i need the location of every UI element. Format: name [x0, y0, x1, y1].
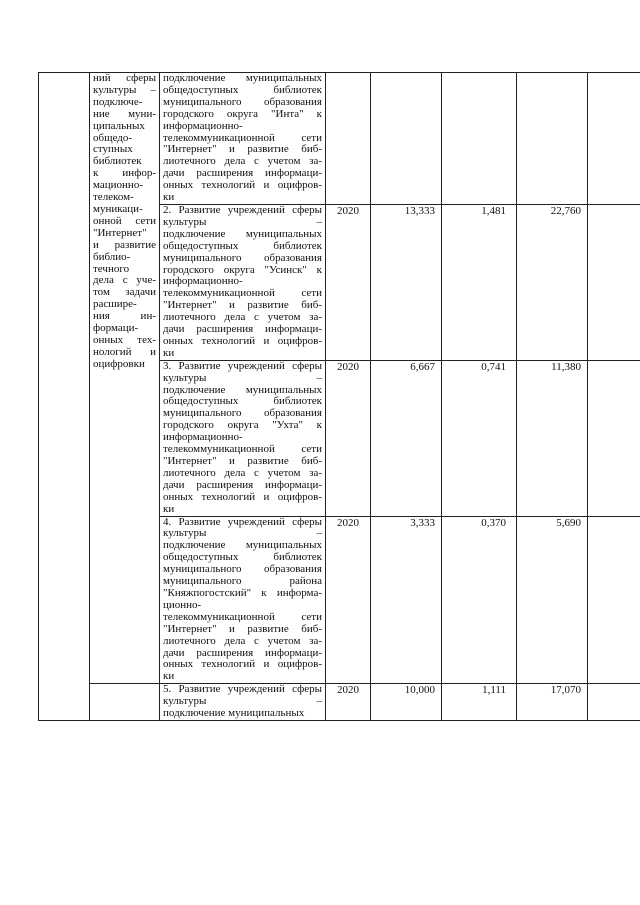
text-line: ступных — [93, 143, 133, 156]
text-line: дачи расширения информаци- — [163, 323, 322, 336]
text-line: лиотечного дела с учетом за- — [163, 311, 322, 324]
empty-cell — [90, 684, 160, 721]
text-line: 5. Развитие учреждений сферы — [163, 683, 322, 696]
text-line: "Интернет" и развитие биб- — [163, 622, 322, 635]
text-line: "Княжпогостский" к информа- — [163, 586, 322, 599]
value-cell: 0,370 — [442, 516, 517, 684]
value-cell — [371, 73, 442, 205]
empty-cell — [588, 204, 640, 360]
text-line: "Интернет" и развитие биб- — [163, 455, 322, 467]
year-cell: 2020 — [326, 360, 371, 516]
text-line: ки — [163, 502, 175, 515]
text-line: культуры – — [163, 527, 322, 540]
text-line: онных технологий и оцифров- — [163, 658, 322, 671]
text-line: информационно- — [163, 119, 243, 132]
text-line: онной сети — [93, 214, 156, 227]
text-line: онных технологий и оцифров- — [163, 179, 322, 192]
text-line: "Интернет" и развитие биб- — [163, 299, 322, 312]
text-line: нологий и — [93, 345, 156, 358]
text-line: телеком- — [93, 191, 134, 204]
text-line: общедоступных библиотек — [163, 239, 322, 252]
text-line: 2. Развитие учреждений сферы — [163, 203, 322, 216]
value-cell: 22,760 — [517, 204, 588, 360]
text-line: телекоммуникационной сети — [163, 443, 322, 456]
text-line: том задачи — [93, 286, 156, 299]
text-line: 4. Развитие учреждений сферы — [163, 515, 322, 528]
text-line: муниципального района — [163, 575, 322, 588]
value-cell: 0,741 — [442, 360, 517, 516]
text-line: ние муни- — [93, 107, 156, 120]
text-line: ний сферы — [93, 72, 156, 84]
text-line: муниципального образования — [163, 251, 322, 264]
text-line: культуры – — [163, 215, 322, 228]
text-line: муниципального образования — [163, 407, 322, 420]
text-line: ки — [163, 191, 175, 204]
text-line: ципальных — [93, 119, 145, 132]
description-cell — [160, 684, 326, 721]
year-cell: 2020 — [326, 204, 371, 360]
value-cell: 1,111 — [442, 684, 517, 721]
value-cell: 6,667 — [371, 360, 442, 516]
text-line: оцифровки — [93, 357, 145, 370]
text-line: дачи расширения информаци- — [163, 167, 322, 180]
text-line: расшире- — [93, 298, 137, 311]
value-cell: 11,380 — [517, 360, 588, 516]
text-line: подключение муниципальных — [163, 227, 322, 240]
year-cell: 2020 — [326, 516, 371, 684]
text-line: онных тех- — [93, 333, 156, 346]
text-line: ционно- — [163, 598, 202, 611]
text-line: дачи расширения информаци- — [163, 478, 322, 491]
table-row — [39, 73, 640, 205]
text-line: онных технологий и оцифров- — [163, 334, 322, 347]
description-cell — [160, 73, 326, 205]
text-line: онных технологий и оцифров- — [163, 490, 322, 503]
text-line: общедоступных библиотек — [163, 551, 322, 564]
year-cell: 2020 — [326, 684, 371, 721]
text-line: городского округа "Ухта" к — [163, 419, 322, 432]
value-cell: 10,000 — [371, 684, 442, 721]
text-line: телекоммуникационной сети — [163, 131, 322, 144]
text-line: течного — [93, 262, 130, 275]
text-line: подключе- — [93, 95, 143, 108]
year-cell — [326, 73, 371, 205]
text-line: подключение муниципальных — [163, 383, 322, 396]
text-line: "Интернет" — [93, 226, 147, 239]
text-line: муникаци- — [93, 202, 143, 215]
text-line: муниципального образования — [163, 95, 322, 108]
value-cell: 1,481 — [442, 204, 517, 360]
value-cell: 5,690 — [517, 516, 588, 684]
text-line: культуры – — [93, 83, 156, 96]
text-line: телекоммуникационной сети — [163, 287, 322, 300]
text-line: ки — [163, 670, 175, 683]
text-line: формаци- — [93, 322, 139, 335]
description-cell — [160, 204, 326, 360]
value-cell: 3,333 — [371, 516, 442, 684]
text-line: городского округа "Инта" к — [163, 107, 322, 120]
empty-cell — [588, 684, 640, 721]
text-line: ния ин- — [93, 310, 156, 323]
table-row — [39, 684, 640, 721]
text-line: телекоммуникационной сети — [163, 610, 322, 623]
empty-cell — [588, 360, 640, 516]
text-line: культуры – — [163, 371, 322, 384]
empty-cell — [588, 73, 640, 205]
text-line: общедоступных библиотек — [163, 395, 322, 408]
text-line: муниципального образования — [163, 563, 322, 576]
text-line: общедоступных библиотек — [163, 83, 322, 96]
text-line: лиотечного дела с учетом за- — [163, 634, 322, 647]
text-line: мационно- — [93, 179, 143, 192]
value-cell: 17,070 — [517, 684, 588, 721]
text-line: подключение муниципальных — [163, 539, 322, 552]
description-cell — [160, 360, 326, 516]
program-table — [38, 72, 640, 721]
text-line: общедо- — [93, 131, 133, 144]
text-line: информационно- — [163, 431, 243, 444]
text-line: культуры – — [163, 695, 322, 708]
event-name-cell — [90, 73, 160, 684]
text-line: 3. Развитие учреждений сферы — [163, 359, 322, 372]
text-line: ки — [163, 346, 175, 359]
empty-cell — [39, 73, 90, 721]
description-cell — [160, 516, 326, 684]
text-line: лиотечного дела с учетом за- — [163, 466, 322, 479]
text-line: дачи расширения информаци- — [163, 646, 322, 659]
text-line: и развитие — [93, 238, 156, 251]
text-line: информационно- — [163, 275, 243, 288]
text-line: подключение муниципальных — [163, 72, 322, 84]
text-line: библиотек — [93, 155, 142, 168]
text-line: к инфор- — [93, 167, 156, 180]
value-cell: 13,333 — [371, 204, 442, 360]
text-line: лиотечного дела с учетом за- — [163, 155, 322, 168]
text-line: "Интернет" и развитие биб- — [163, 143, 322, 156]
text-line: библио- — [93, 250, 131, 263]
text-line: дела с уче- — [93, 274, 156, 287]
empty-cell — [588, 516, 640, 684]
text-line: подключение муниципальных — [163, 707, 305, 720]
value-cell — [442, 73, 517, 205]
value-cell — [517, 73, 588, 205]
text-line: городского округа "Усинск" к — [163, 263, 322, 276]
